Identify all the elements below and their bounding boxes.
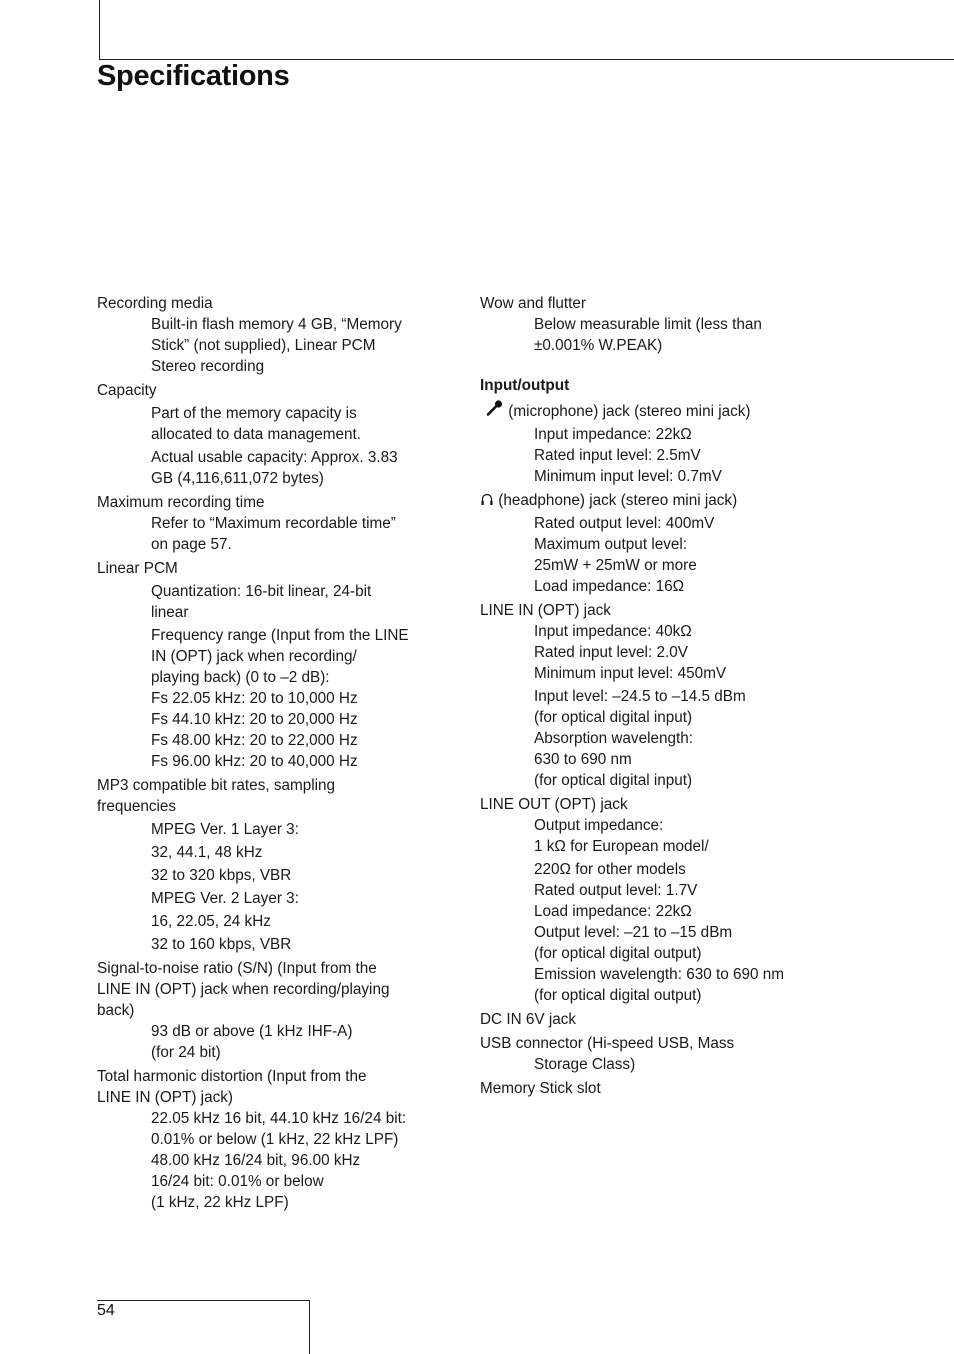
page-number: 54 bbox=[97, 1302, 115, 1319]
footer-rule-vertical bbox=[309, 1300, 310, 1354]
specs-column-left bbox=[97, 293, 447, 1216]
spec-term-line: frequencies bbox=[97, 798, 177, 815]
spec-line: 32, 44.1, 48 kHz bbox=[151, 844, 263, 861]
spec-value bbox=[97, 403, 447, 445]
spec-term-line: back) bbox=[97, 1002, 135, 1019]
spec-line-out-jack bbox=[480, 794, 825, 1006]
spec-line: Fs 48.00 kHz: 20 to 22,000 Hz bbox=[151, 732, 358, 749]
spec-line: Maximum output level: bbox=[534, 536, 688, 553]
spec-line: Below measurable limit (less than bbox=[534, 316, 762, 333]
spec-line: Rated input level: 2.5mV bbox=[534, 447, 701, 464]
spec-term: Memory Stick slot bbox=[480, 1080, 601, 1097]
spec-value bbox=[97, 447, 447, 489]
spec-thd bbox=[97, 1066, 447, 1213]
spec-value bbox=[480, 686, 825, 791]
spec-term: Linear PCM bbox=[97, 560, 178, 577]
spec-dc-in bbox=[480, 1009, 825, 1030]
spec-term bbox=[480, 400, 825, 424]
spec-line: Load impedance: 22kΩ bbox=[534, 903, 692, 920]
spec-headphone-jack bbox=[480, 490, 825, 597]
spec-line: IN (OPT) jack when recording/ bbox=[151, 648, 357, 665]
spec-line: Input impedance: 22kΩ bbox=[534, 426, 692, 443]
spec-recording-media bbox=[97, 293, 447, 377]
spec-line: Frequency range (Input from the LINE bbox=[151, 627, 409, 644]
spec-line: Rated input level: 2.0V bbox=[534, 644, 688, 661]
spec-term: USB connector (Hi-speed USB, Mass bbox=[480, 1035, 735, 1052]
spec-term: Capacity bbox=[97, 382, 157, 399]
spec-term-line: Total harmonic distortion (Input from the bbox=[97, 1068, 367, 1085]
spec-line: Output impedance: bbox=[534, 817, 664, 834]
spec-line: Built-in flash memory 4 GB, “Memory bbox=[151, 316, 402, 333]
spec-value bbox=[480, 815, 825, 857]
spec-value bbox=[97, 581, 447, 623]
spec-term: DC IN 6V jack bbox=[480, 1011, 577, 1028]
spec-line: 16, 22.05, 24 kHz bbox=[151, 913, 271, 930]
spec-line: Actual usable capacity: Approx. 3.83 bbox=[151, 449, 398, 466]
spec-linear-pcm bbox=[97, 558, 447, 772]
spec-line: Output level: –21 to –15 dBm bbox=[534, 924, 733, 941]
spec-line: (1 kHz, 22 kHz LPF) bbox=[151, 1194, 289, 1211]
spec-line: Load impedance: 16Ω bbox=[534, 578, 685, 595]
spec-line: (for optical digital output) bbox=[534, 987, 702, 1004]
spec-term bbox=[97, 775, 447, 817]
header-rule-vertical bbox=[99, 0, 100, 60]
spec-line: Part of the memory capacity is bbox=[151, 405, 357, 422]
spec-line: 93 dB or above (1 kHz IHF-A) bbox=[151, 1023, 353, 1040]
spec-line: 32 to 160 kbps, VBR bbox=[151, 936, 292, 953]
spec-line: Fs 96.00 kHz: 20 to 40,000 Hz bbox=[151, 753, 358, 770]
spec-term bbox=[97, 958, 447, 1021]
spec-mp3 bbox=[97, 775, 447, 955]
spec-line-in-jack bbox=[480, 600, 825, 791]
spec-capacity bbox=[97, 380, 447, 489]
spec-line: 630 to 690 nm bbox=[534, 751, 632, 768]
page-title: Specifications bbox=[97, 60, 290, 92]
spec-line: (for optical digital input) bbox=[534, 709, 693, 726]
spec-value bbox=[480, 513, 825, 597]
spec-term-text: (microphone) jack (stereo mini jack) bbox=[508, 403, 751, 420]
spec-term-line: MP3 compatible bit rates, sampling bbox=[97, 777, 336, 794]
spec-line: Minimum input level: 0.7mV bbox=[534, 468, 722, 485]
headphone-icon bbox=[480, 492, 494, 513]
spec-line: 22.05 kHz 16 bit, 44.10 kHz 16/24 bit: bbox=[151, 1110, 407, 1127]
spec-term: Recording media bbox=[97, 295, 213, 312]
spec-snr bbox=[97, 958, 447, 1063]
spec-line: Stereo recording bbox=[151, 358, 265, 375]
spec-value bbox=[97, 513, 447, 555]
spec-value bbox=[480, 424, 825, 487]
spec-value bbox=[97, 314, 447, 377]
spec-wow-flutter bbox=[480, 293, 825, 356]
spec-value bbox=[480, 621, 825, 684]
spec-line: Storage Class) bbox=[534, 1056, 636, 1073]
spec-max-recording-time bbox=[97, 492, 447, 555]
spec-line: (for optical digital input) bbox=[534, 772, 693, 789]
spec-line: Quantization: 16-bit linear, 24-bit bbox=[151, 583, 372, 600]
spec-line: Emission wavelength: 630 to 690 nm bbox=[534, 966, 784, 983]
spec-term-line: LINE IN (OPT) jack) bbox=[97, 1089, 233, 1106]
spec-line: MPEG Ver. 1 Layer 3: bbox=[151, 821, 299, 838]
spec-line: allocated to data management. bbox=[151, 426, 362, 443]
spec-term-text: (headphone) jack (stereo mini jack) bbox=[498, 492, 738, 509]
spec-line: 16/24 bit: 0.01% or below bbox=[151, 1173, 324, 1190]
spec-line: Rated output level: 1.7V bbox=[534, 882, 698, 899]
spec-value bbox=[97, 625, 447, 772]
spec-line: Minimum input level: 450mV bbox=[534, 665, 727, 682]
spec-term: LINE OUT (OPT) jack bbox=[480, 796, 628, 813]
spec-line: (for 24 bit) bbox=[151, 1044, 221, 1061]
spec-usb-connector bbox=[480, 1033, 825, 1075]
spec-line: linear bbox=[151, 604, 189, 621]
spec-line: Input level: –24.5 to –14.5 dBm bbox=[534, 688, 746, 705]
spec-line: playing back) (0 to –2 dB): bbox=[151, 669, 330, 686]
spec-line: 48.00 kHz 16/24 bit, 96.00 kHz bbox=[151, 1152, 361, 1169]
spec-line: 25mW + 25mW or more bbox=[534, 557, 697, 574]
spec-term: Maximum recording time bbox=[97, 494, 265, 511]
spec-value bbox=[97, 1021, 447, 1063]
spec-line: Fs 22.05 kHz: 20 to 10,000 Hz bbox=[151, 690, 358, 707]
microphone-icon bbox=[480, 400, 504, 424]
spec-line: 1 kΩ for European model/ bbox=[534, 838, 709, 855]
spec-term bbox=[480, 490, 825, 513]
spec-line: GB (4,116,611,072 bytes) bbox=[151, 470, 324, 487]
spec-line: ±0.001% W.PEAK) bbox=[534, 337, 663, 354]
specs-column-right bbox=[480, 293, 825, 1102]
spec-line: MPEG Ver. 2 Layer 3: bbox=[151, 890, 299, 907]
spec-line: Rated output level: 400mV bbox=[534, 515, 715, 532]
spec-line: Input impedance: 40kΩ bbox=[534, 623, 692, 640]
spec-memory-stick-slot bbox=[480, 1078, 825, 1099]
spec-line: 0.01% or below (1 kHz, 22 kHz LPF) bbox=[151, 1131, 399, 1148]
spec-line: Refer to “Maximum recordable time” bbox=[151, 515, 396, 532]
spec-term: LINE IN (OPT) jack bbox=[480, 602, 611, 619]
spec-line: Stick” (not supplied), Linear PCM bbox=[151, 337, 376, 354]
spec-value bbox=[480, 859, 825, 1006]
spec-term-line: LINE IN (OPT) jack when recording/playing bbox=[97, 981, 390, 998]
spec-term bbox=[97, 1066, 447, 1108]
spec-value bbox=[97, 1108, 447, 1213]
spec-term: Wow and flutter bbox=[480, 295, 586, 312]
spec-line: Fs 44.10 kHz: 20 to 20,000 Hz bbox=[151, 711, 358, 728]
spec-line: 220Ω for other models bbox=[534, 861, 686, 878]
spec-line: 32 to 320 kbps, VBR bbox=[151, 867, 292, 884]
spec-line: Absorption wavelength: bbox=[534, 730, 694, 747]
spec-term-line: Signal-to-noise ratio (S/N) (Input from the bbox=[97, 960, 377, 977]
section-heading-input-output: Input/output bbox=[480, 377, 570, 394]
spec-value bbox=[480, 314, 825, 356]
spec-line: (for optical digital output) bbox=[534, 945, 702, 962]
spec-line: on page 57. bbox=[151, 536, 232, 553]
footer-rule-horizontal bbox=[97, 1300, 310, 1301]
spec-mic-jack bbox=[480, 400, 825, 487]
